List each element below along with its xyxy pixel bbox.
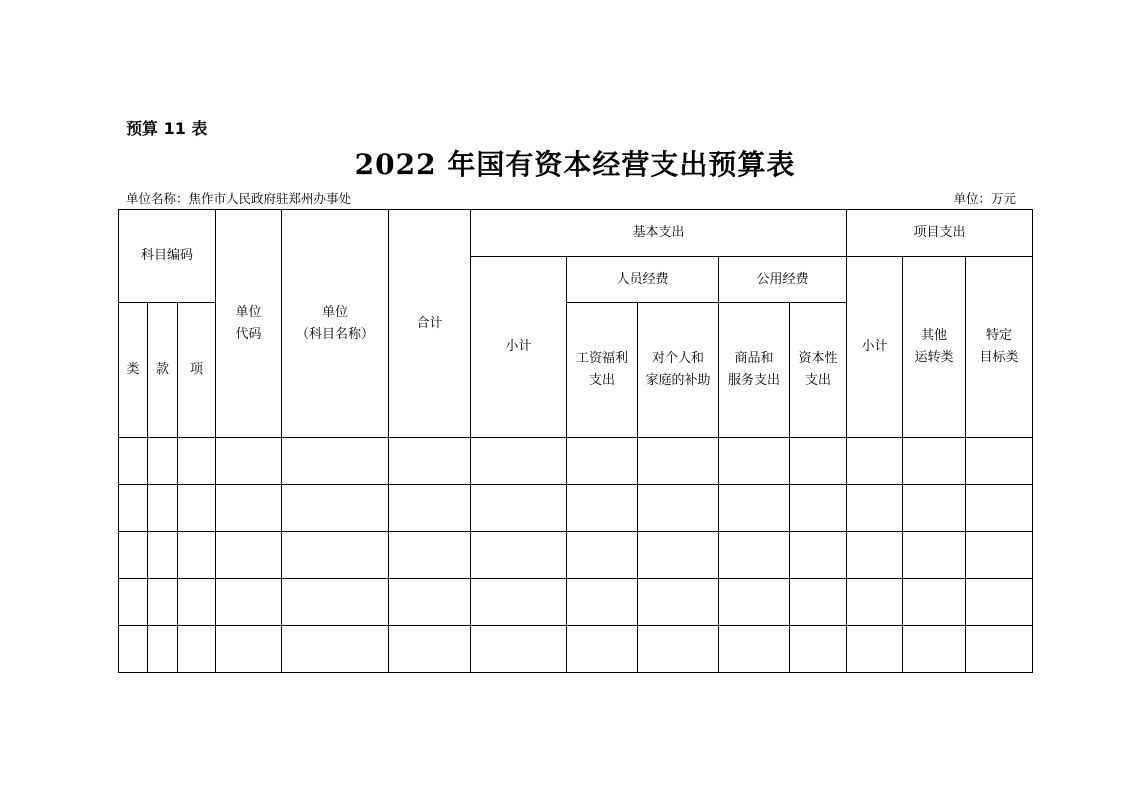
header-basic-expense: 基本支出 bbox=[471, 210, 847, 257]
table-cell[interactable] bbox=[389, 532, 471, 579]
table-cell[interactable] bbox=[216, 579, 282, 626]
table-cell[interactable] bbox=[148, 626, 178, 673]
table-cell[interactable] bbox=[790, 626, 847, 673]
table-cell[interactable] bbox=[903, 532, 966, 579]
header-project-subtotal: 小计 bbox=[847, 257, 903, 438]
table-cell[interactable] bbox=[847, 485, 903, 532]
table-cell[interactable] bbox=[119, 438, 148, 485]
table-cell[interactable] bbox=[847, 626, 903, 673]
table-cell[interactable] bbox=[903, 626, 966, 673]
table-cell[interactable] bbox=[567, 579, 638, 626]
table-cell[interactable] bbox=[790, 532, 847, 579]
table-cell[interactable] bbox=[119, 579, 148, 626]
header-unit-code: 单位 代码 bbox=[216, 210, 282, 438]
table-cell[interactable] bbox=[471, 532, 567, 579]
header-total: 合计 bbox=[389, 210, 471, 438]
table-cell[interactable] bbox=[148, 532, 178, 579]
header-subject-code: 科目编码 bbox=[119, 210, 216, 303]
table-cell[interactable] bbox=[471, 579, 567, 626]
table-cell[interactable] bbox=[567, 485, 638, 532]
table-cell[interactable] bbox=[966, 626, 1033, 673]
table-cell[interactable] bbox=[567, 438, 638, 485]
table-cell[interactable] bbox=[148, 485, 178, 532]
table-cell[interactable] bbox=[847, 532, 903, 579]
header-personnel-expense: 人员经费 bbox=[567, 257, 719, 303]
header-specific-target: 特定 目标类 bbox=[966, 257, 1033, 438]
table-cell[interactable] bbox=[216, 438, 282, 485]
table-cell[interactable] bbox=[719, 485, 790, 532]
table-cell[interactable] bbox=[638, 485, 719, 532]
table-cell[interactable] bbox=[282, 532, 389, 579]
table-cell[interactable] bbox=[282, 579, 389, 626]
table-cell[interactable] bbox=[638, 626, 719, 673]
table-cell[interactable] bbox=[966, 485, 1033, 532]
table-cell[interactable] bbox=[389, 438, 471, 485]
table-cell[interactable] bbox=[903, 579, 966, 626]
table-cell[interactable] bbox=[847, 438, 903, 485]
table-row bbox=[119, 485, 1033, 532]
header-unit-subject-name: 单位 （科目名称） bbox=[282, 210, 389, 438]
table-row bbox=[119, 438, 1033, 485]
table-cell[interactable] bbox=[567, 532, 638, 579]
table-cell[interactable] bbox=[389, 485, 471, 532]
table-cell[interactable] bbox=[719, 626, 790, 673]
table-cell[interactable] bbox=[638, 579, 719, 626]
table-cell[interactable] bbox=[567, 626, 638, 673]
table-cell[interactable] bbox=[178, 579, 216, 626]
header-wages: 工资福利 支出 bbox=[567, 303, 638, 438]
header-other-transfer: 其他 运转类 bbox=[903, 257, 966, 438]
table-cell[interactable] bbox=[966, 579, 1033, 626]
table-cell[interactable] bbox=[719, 438, 790, 485]
header-kuan: 款 bbox=[148, 303, 178, 438]
table-cell[interactable] bbox=[216, 532, 282, 579]
table-cell[interactable] bbox=[178, 532, 216, 579]
header-subsidies: 对个人和 家庭的补助 bbox=[638, 303, 719, 438]
table-cell[interactable] bbox=[119, 485, 148, 532]
table-cell[interactable] bbox=[790, 438, 847, 485]
table-cell[interactable] bbox=[638, 438, 719, 485]
form-number: 预算 11 表 bbox=[126, 119, 208, 138]
table-cell[interactable] bbox=[178, 438, 216, 485]
table-cell[interactable] bbox=[790, 579, 847, 626]
table-cell[interactable] bbox=[178, 485, 216, 532]
table-row bbox=[119, 532, 1033, 579]
table-cell[interactable] bbox=[790, 485, 847, 532]
table-cell[interactable] bbox=[966, 438, 1033, 485]
table-cell[interactable] bbox=[719, 579, 790, 626]
table-cell[interactable] bbox=[178, 626, 216, 673]
table-cell[interactable] bbox=[966, 532, 1033, 579]
table-cell[interactable] bbox=[148, 579, 178, 626]
table-row bbox=[119, 626, 1033, 673]
header-public-expense: 公用经费 bbox=[719, 257, 847, 303]
table-cell[interactable] bbox=[471, 438, 567, 485]
table-cell[interactable] bbox=[719, 532, 790, 579]
table-cell[interactable] bbox=[282, 485, 389, 532]
table-cell[interactable] bbox=[148, 438, 178, 485]
table-cell[interactable] bbox=[216, 485, 282, 532]
header-category: 类 bbox=[119, 303, 148, 438]
table-cell[interactable] bbox=[903, 438, 966, 485]
header-item: 项 bbox=[178, 303, 216, 438]
header-goods-services: 商品和 服务支出 bbox=[719, 303, 790, 438]
table-cell[interactable] bbox=[389, 579, 471, 626]
table-cell[interactable] bbox=[903, 485, 966, 532]
header-project-expense: 项目支出 bbox=[847, 210, 1033, 257]
table-cell[interactable] bbox=[471, 485, 567, 532]
budget-table bbox=[118, 209, 1033, 673]
table-row bbox=[119, 579, 1033, 626]
table-cell[interactable] bbox=[119, 626, 148, 673]
table-cell[interactable] bbox=[119, 532, 148, 579]
currency-unit-label: 单位：万元 bbox=[953, 191, 1016, 206]
header-basic-subtotal: 小计 bbox=[471, 257, 567, 438]
table-cell[interactable] bbox=[282, 438, 389, 485]
table-cell[interactable] bbox=[638, 532, 719, 579]
page-title: 2022 年国有资本经营支出预算表 bbox=[354, 148, 796, 181]
table-cell[interactable] bbox=[847, 579, 903, 626]
table-cell[interactable] bbox=[216, 626, 282, 673]
table-cell[interactable] bbox=[471, 626, 567, 673]
header-capital: 资本性 支出 bbox=[790, 303, 847, 438]
table-cell[interactable] bbox=[389, 626, 471, 673]
table-cell[interactable] bbox=[282, 626, 389, 673]
unit-name-label: 单位名称：焦作市人民政府驻郑州办事处 bbox=[126, 191, 352, 206]
